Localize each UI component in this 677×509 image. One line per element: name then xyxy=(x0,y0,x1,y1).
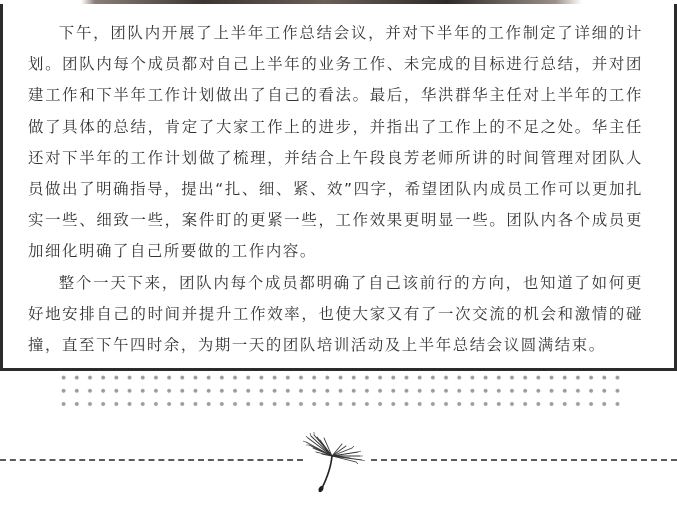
dot-grid-decoration xyxy=(57,371,623,411)
dashed-divider-right xyxy=(371,459,677,461)
article-text-box xyxy=(0,4,677,371)
dandelion-seed-icon xyxy=(300,432,372,496)
paragraph-day-conclusion: 整个一天下来，团队内每个成员都明确了自己该前行的方向，也知道了如何更好地安排自己的时间并提升工作效率，也使大家又有了一次交流的机会和激情的碰撞，直至下午四时余，为期一天的团队培训活动及上半年总结会议圆满结束。 xyxy=(28,273,643,355)
dashed-divider-left xyxy=(0,459,303,461)
article-body xyxy=(28,18,643,361)
paragraph-meeting-summary: 下午，团队内开展了上半年工作总结会议，并对下半年的工作制定了详细的计划。团队内每个成员都对自己上半年的业务工作、未完成的目标进行总结，并对团建工作和下半年工作计划做出了自己的看法。最后，华洪群华主任对上半年的工作做了具体的总结，肯定了大家工作上的进步，并指出了工作上的不足之处。华主任还对下半年的工作计划做了梳理，并结合上午段良芳老师所讲的时间管理对团队人员做出了明确指导，提出“扎、细、紧、效”四字，希望团队内成员工作可以更加扎实一些、细致一些，案件盯的更紧一些，工作效果更明显一些。团队内各个成员更加细化明确了自己所要做的工作内容。 xyxy=(28,24,643,261)
